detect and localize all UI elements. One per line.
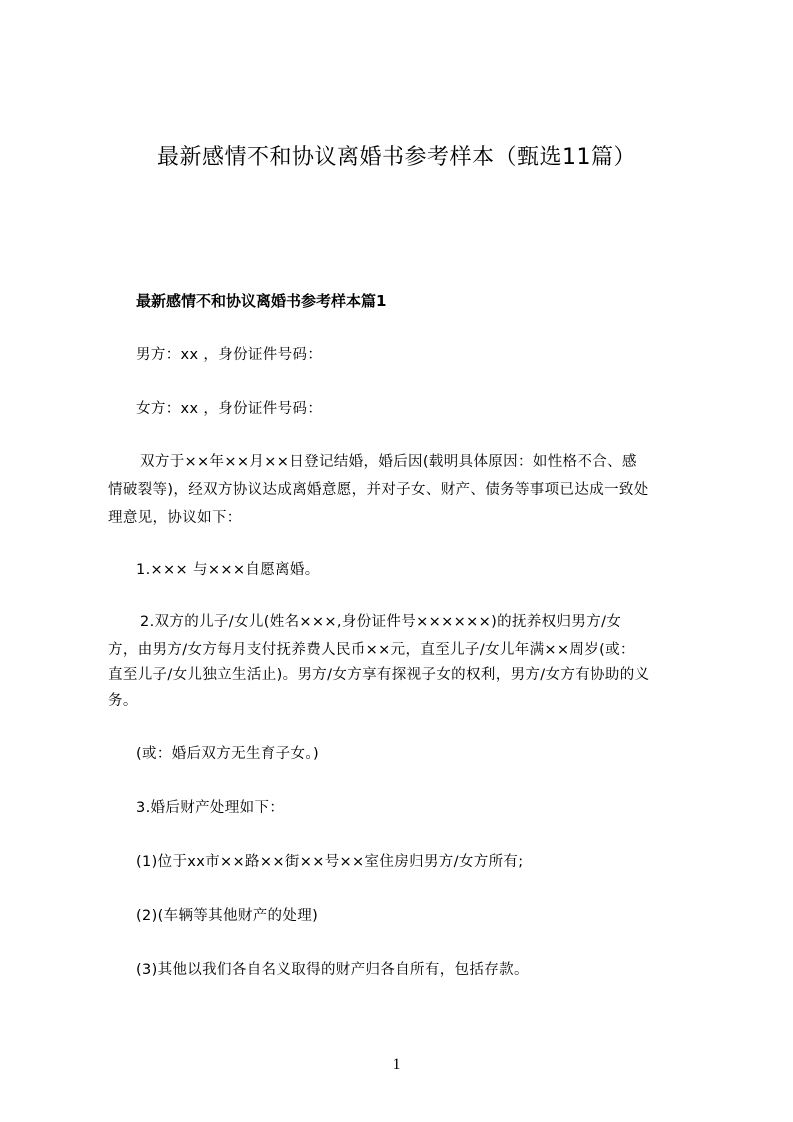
clause-2-alternative: (或：婚后双方无生育子女。) [136, 746, 319, 762]
clause-2-line-4: 务。 [108, 693, 138, 709]
clause-2-line-2: 方，由男方/女方每月支付抚养费人民币××元，直至儿子/女儿年满××周岁(或： [108, 642, 635, 658]
clause-3: 3.婚后财产处理如下： [136, 800, 285, 816]
clause-2-line-1: 2.双方的儿子/女儿(姓名×××,身份证件号××××××)的抚养权归男方/女 [140, 614, 622, 630]
page-number: 1 [392, 1056, 401, 1073]
clause-3-2: (2)(车辆等其他财产的处理) [136, 908, 319, 924]
clause-3-1: (1)位于xx市××路××街××号××室住房归男方/女方所有; [136, 854, 524, 870]
section-heading: 最新感情不和协议离婚书参考样本篇1 [136, 292, 387, 310]
clause-1: 1.××× 与×××自愿离婚。 [136, 562, 320, 578]
female-party-line: 女方：xx ，身份证件号码： [136, 401, 323, 417]
clause-2-line-3: 直至儿子/女儿独立生活止)。男方/女方享有探视子女的权利，男方/女方有协助的义 [108, 667, 650, 683]
document-title: 最新感情不和协议离婚书参考样本（甄选11篇） [157, 145, 636, 170]
intro-line-3: 理意见，协议如下： [108, 510, 242, 526]
intro-line-2: 情破裂等)，经双方协议达成离婚意愿，并对子女、财产、债务等事项已达成一致处 [108, 482, 649, 498]
intro-line-1: 双方于××年××月××日登记结婚，婚后因(载明具体原因：如性格不合、感 [140, 454, 637, 470]
clause-3-3: (3)其他以我们各自名义取得的财产归各自所有，包括存款。 [136, 962, 529, 978]
male-party-line: 男方：xx ，身份证件号码： [136, 347, 323, 363]
